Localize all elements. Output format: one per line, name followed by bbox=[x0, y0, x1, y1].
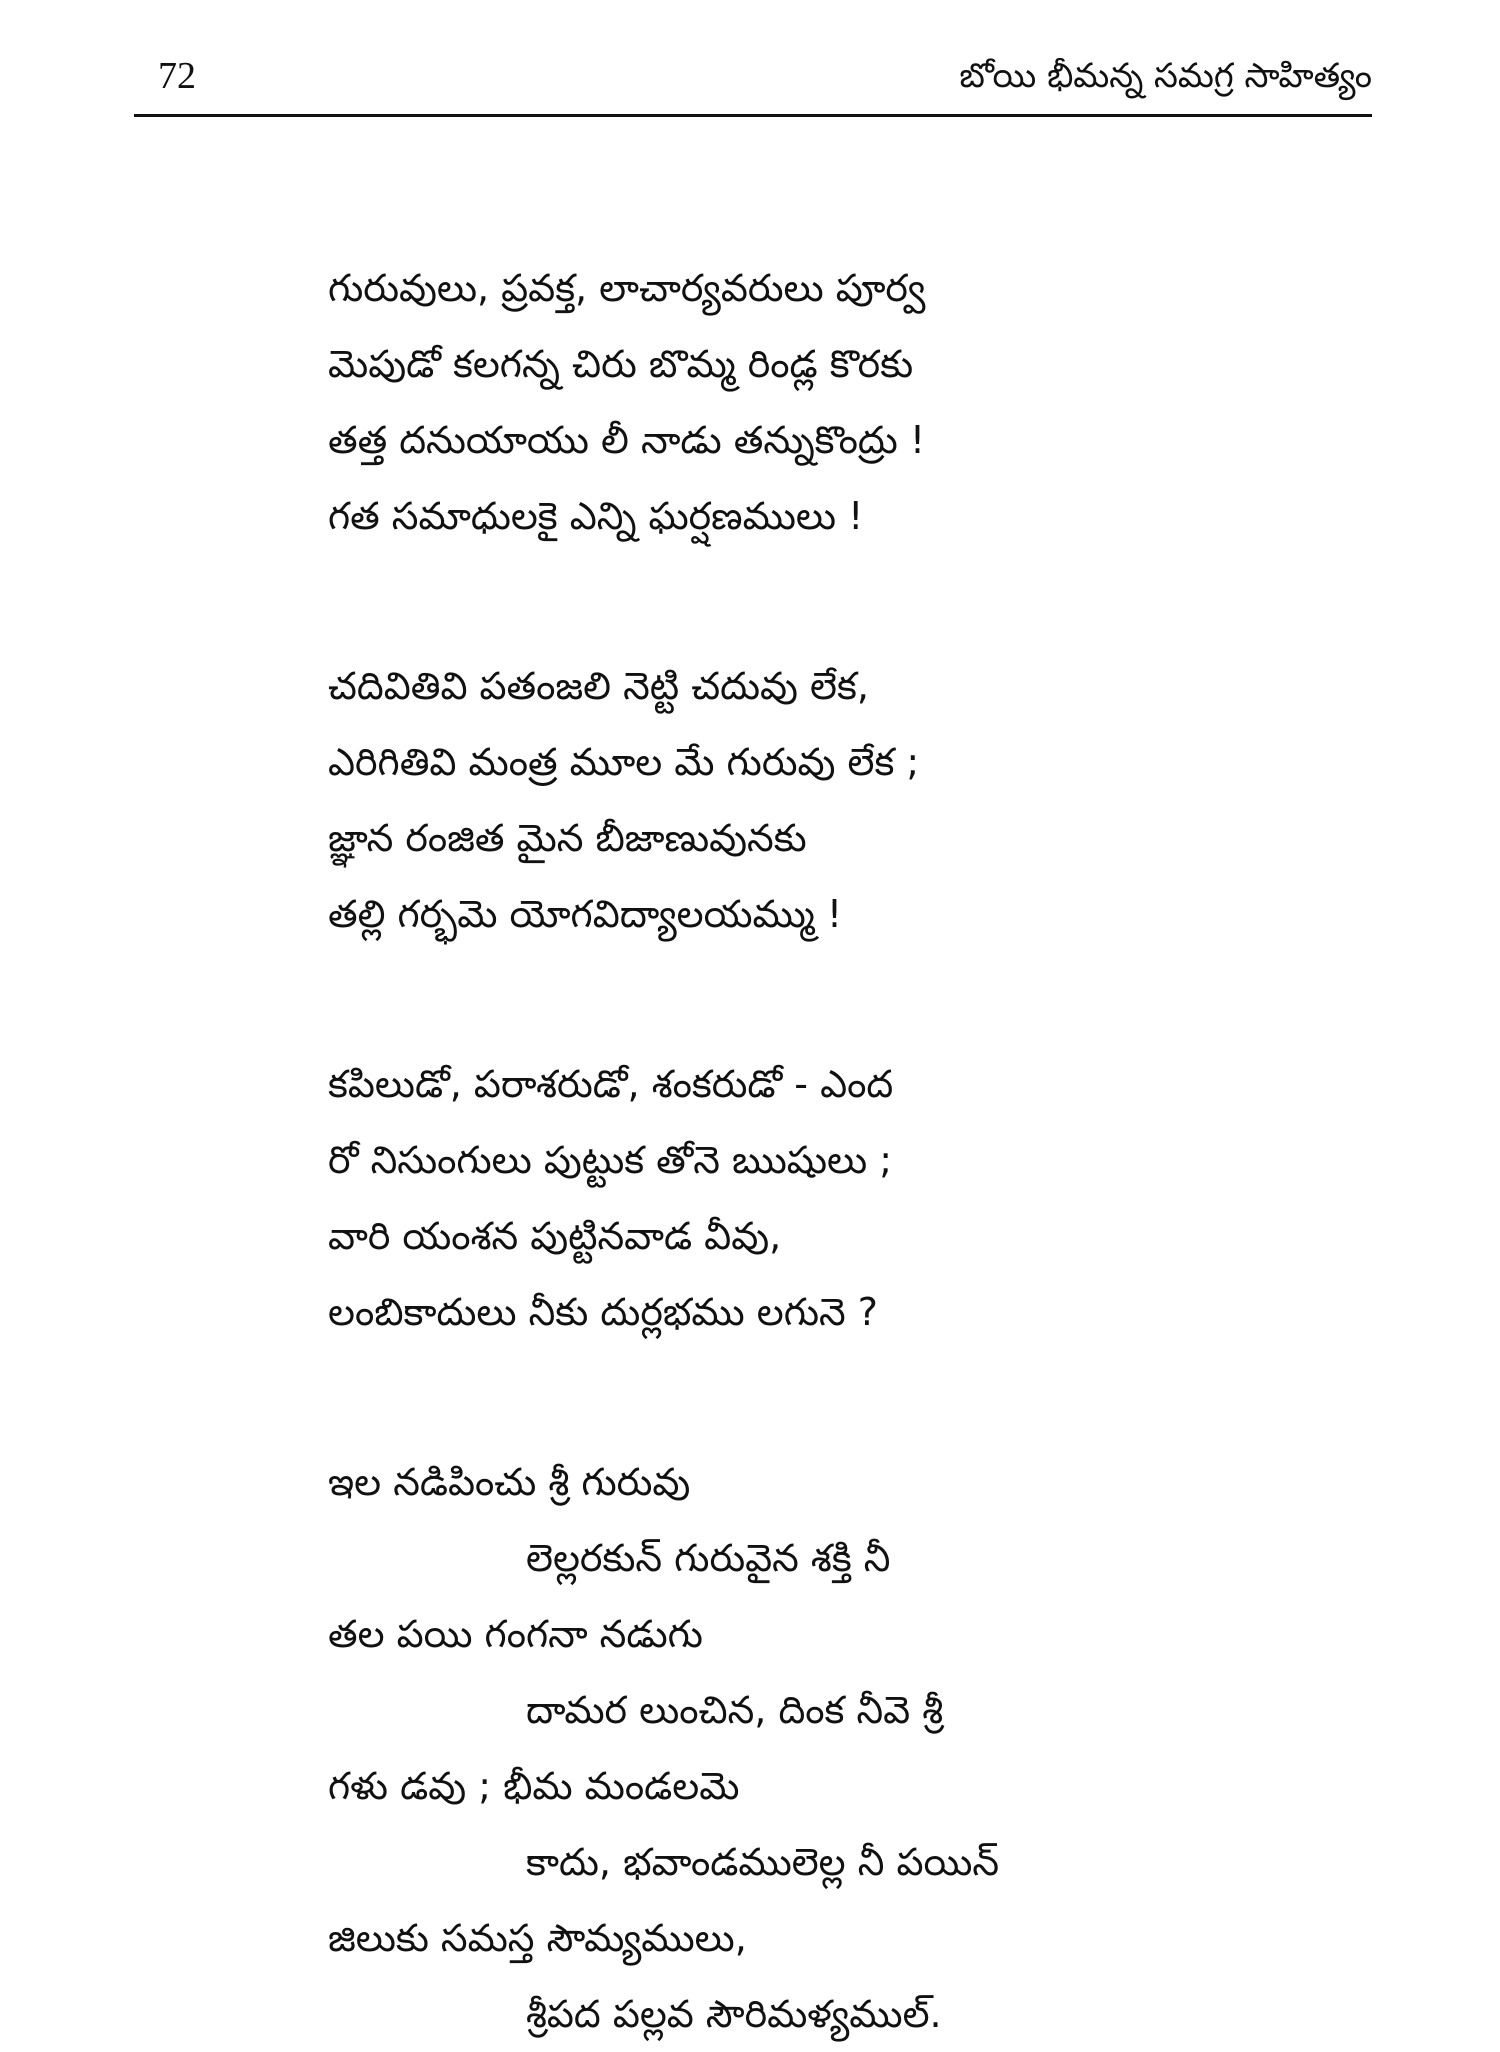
running-title: బోయి భీమన్న సమగ్ర సాహిత్యం bbox=[959, 56, 1372, 96]
poem-line: రో నిసుంగులు పుట్టుక తోనె ఋషులు ; bbox=[328, 1138, 893, 1182]
poem-line: గురువులు, ప్రవక్త, లాచార్యవరులు పూర్వ bbox=[328, 266, 926, 310]
poem-line: జ్ఞాన రంజిత మైన బీజాణువునకు bbox=[328, 816, 807, 860]
poem-line: గళు డవు ; భీమ మండలమె bbox=[328, 1764, 740, 1808]
poem-line: తల్లి గర్భమె యోగవిద్యాలయమ్ము ! bbox=[328, 892, 843, 936]
poem-line: జిలుకు సమస్త సౌమ్యములు, bbox=[328, 1916, 747, 1960]
stanza-4 bbox=[328, 1444, 1388, 2052]
stanza-3 bbox=[328, 1046, 1388, 1350]
poem-line-indented: దామర లుంచిన, దింక నీవె శ్రీ bbox=[526, 1688, 944, 1732]
poem-line: గత సమాధులకై ఎన్ని ఘర్షణములు ! bbox=[328, 494, 864, 538]
poem-line-indented: లెల్లరకున్ గురువైన శక్తి నీ bbox=[526, 1536, 891, 1580]
poem-line: వారి యంశన పుట్టినవాడ వీవు, bbox=[328, 1214, 782, 1258]
poem-line: ఇల నడిపించు శ్రీ గురువు bbox=[328, 1460, 691, 1504]
poem-line: చదివితివి పతంజలి నెట్టి చదువు లేక, bbox=[328, 664, 869, 708]
poem-line-indented: కాదు, భవాండములెల్ల నీ పయిన్ bbox=[526, 1840, 1000, 1884]
poem-line-indented: శ్రీపద పల్లవ సౌరిమళ్యముల్. bbox=[526, 1992, 942, 2036]
poem-line: లంబికాదులు నీకు దుర్లభము లగునె ? bbox=[328, 1290, 878, 1334]
page-number: 72 bbox=[158, 55, 196, 97]
poem-line: తల పయి గంగనా నడుగు bbox=[328, 1612, 703, 1656]
poem-line: తత్త దనుయాయు లీ నాడు తన్నుకొంద్రు ! bbox=[328, 418, 926, 462]
poem-line: మెపుడో కలగన్న చిరు బొమ్మ రిండ్ల కొరకు bbox=[328, 342, 914, 386]
stanza-1 bbox=[328, 250, 1388, 554]
poem-line: ఎరిగితివి మంత్ర మూల మే గురువు లేక ; bbox=[328, 740, 920, 784]
stanza-2 bbox=[328, 648, 1388, 952]
header-rule bbox=[134, 114, 1372, 117]
poem bbox=[328, 250, 1388, 2052]
poem-line: కపిలుడో, పరాశరుడో, శంకరుడో - ఎంద bbox=[328, 1062, 894, 1106]
